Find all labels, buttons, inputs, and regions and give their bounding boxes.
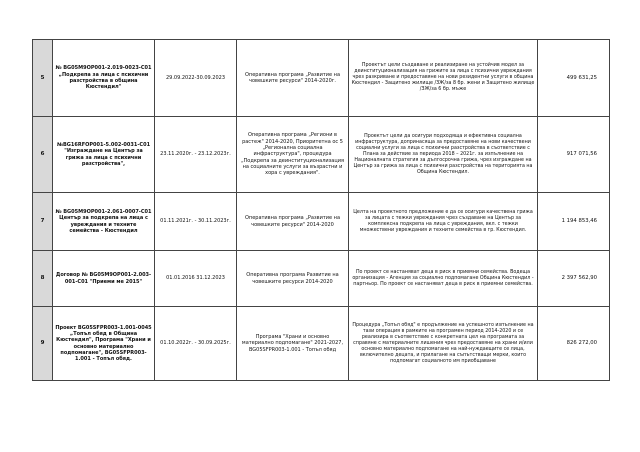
project-title: №BG16RFOP001-5.002-0031-C01 "Изграждане на Център за грижа за лица с психични разстройства",	[53, 117, 155, 193]
document-page	[32, 39, 609, 381]
project-description: Проектът цели създаване и реализиране на устойчив модел за деинституционализация на грижите за лица с психични увреждания чрез разкриване и предоставяне на нови резидентни услуги в община Кюстендил - Защитено жилище /ЗЖ/за 8 бр. жени и Защитено жилище /ЗЖ/за 6 бр. мъже	[349, 40, 538, 117]
project-description: По проект се настаняват деца в риск в приемни семейства. Водеща организация - Агенция за социално подпомагане Община Кюстендил - партньор. По проект се настаняват деца в риск в приемни семейства.	[349, 251, 538, 307]
funding-program: Оперативна програма „Региони в растеж" 2014-2020, Приоритетна ос 5 „Регионална социална инфраструктура", процедура „Подкрепа за деинституционализация на социалните услуги за възрастни и хора с увреждания".	[237, 117, 349, 193]
funding-program: Оперативна програма Развитие на човешките ресурси 2014-2020	[237, 251, 349, 307]
project-description: Проектът цели да осигури подходяща и ефективна социална инфраструктура, допринасяща за предоставяне на нови качествени социални услуги за лица с психични разстройства в съответствие с Плана за действие за периода 2018 – 2021г. за изпълнение на Националната стратегия за дългосрочна грижа, чрез изграждане на Център за грижа за лица с психични разстройства на територията на Община Кюстендил.	[349, 117, 538, 193]
project-title: Проект BG05SFPR003-1.001-0045 „Топъл обяд в Община Кюстендил", Програма "Храни и основно материално подпомагане", BG05SFPR003-1.001 - Топъл обяд.	[53, 307, 155, 381]
funding-program: Оперативна програма „Развитие на човешките ресурси" 2014-2020г.	[237, 40, 349, 117]
funding-program: Програма "Храни и основно материално подпомагане" 2021-2027, BG05SFPR003-1.001 - Топъл обяд	[237, 307, 349, 381]
project-amount: 917 071,56	[538, 117, 610, 193]
row-number: 9	[33, 307, 53, 381]
table-row	[33, 251, 610, 307]
project-title: Договор № BG05M9OP001-2.003-001-C01 "Приеми ме 2015"	[53, 251, 155, 307]
project-amount: 1 194 853,46	[538, 193, 610, 251]
project-title: № BG05M9OP001-2.061-0007-C01 Център за подкрепа на лица с увреждания и техните семейства - Кюстендил	[53, 193, 155, 251]
project-description: Целта на проектното предложение е да се осигури качествена грижа за лицата с тежки увреждания чрез създаване на Център за комплексна подкрепа на лица с увреждания, вкл. с тежки множествени увреждания и техните семейства в гр. Кюстендил.	[349, 193, 538, 251]
project-period: 01.11.2021г. - 30.11.2023г.	[155, 193, 237, 251]
row-number: 6	[33, 117, 53, 193]
project-period: 01.10.2022г. - 30.09.2025г.	[155, 307, 237, 381]
project-amount: 2 397 562,90	[538, 251, 610, 307]
project-title: № BG05M9OP001-2.019-0023-C01 „Подкрепа за лица с психични разстройства в община Кюстендил"	[53, 40, 155, 117]
projects-table	[32, 39, 610, 381]
table-row	[33, 40, 610, 117]
project-amount: 826 272,00	[538, 307, 610, 381]
project-amount: 499 631,25	[538, 40, 610, 117]
table-row	[33, 117, 610, 193]
project-period: 23.11.2020г. - 23.12.2023г.	[155, 117, 237, 193]
row-number: 8	[33, 251, 53, 307]
row-number: 7	[33, 193, 53, 251]
row-number: 5	[33, 40, 53, 117]
funding-program: Оперативна програма „Развитие на човешките ресурси" 2014-2020	[237, 193, 349, 251]
project-period: 01.01.2016 31.12.2023	[155, 251, 237, 307]
project-description: Процедура „Топъл обяд" е продължение на успешното изпълнение на тази операция в рамките на програмен период 2014-2020 и се реализира в съответствие с конкретната цел на програмата за справяне с материалните лишения чрез предоставяне на храни и/или основно материално подпомагане на най-нуждаещите се лица, включително децата, и прилагане на съпътстващи мерки, които подпомагат социалното им приобщаване	[349, 307, 538, 381]
table-row	[33, 307, 610, 381]
table-row	[33, 193, 610, 251]
project-period: 29.09.2022-30.09.2023	[155, 40, 237, 117]
